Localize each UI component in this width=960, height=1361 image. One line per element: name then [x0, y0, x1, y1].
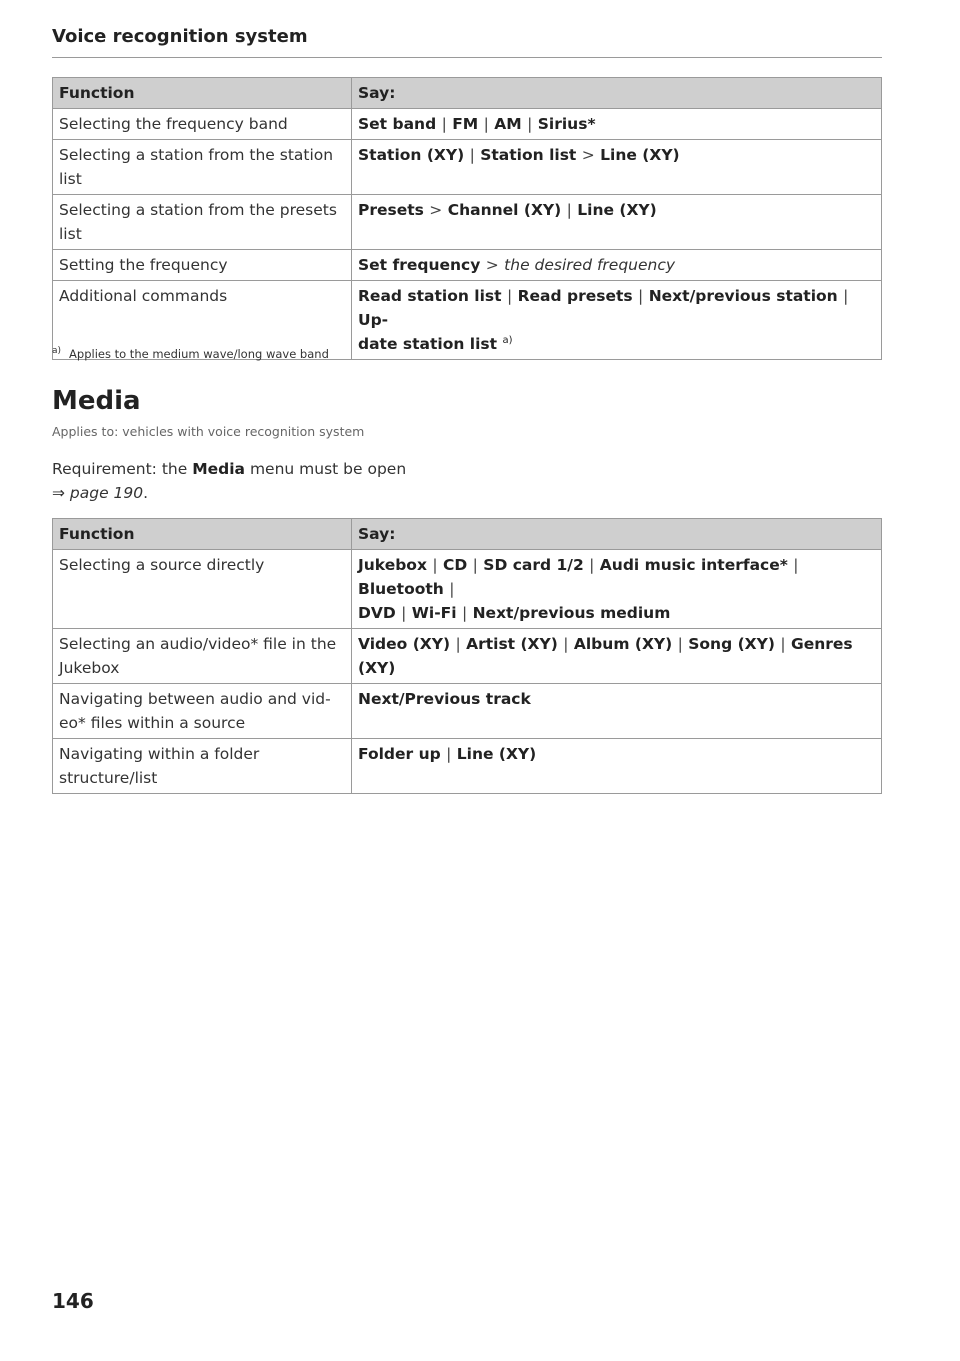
- command: Audi music interface*: [599, 556, 788, 574]
- requirement-suffix: menu must be open: [245, 460, 407, 478]
- separator: |: [677, 635, 683, 653]
- command: AM: [494, 115, 522, 133]
- command: Sirius*: [537, 115, 596, 133]
- table-row: [53, 684, 882, 739]
- command: Folder up: [358, 745, 441, 763]
- command: Station list: [480, 146, 577, 164]
- separator: |: [589, 556, 595, 574]
- page-reference-link[interactable]: ⇒ page 190: [52, 484, 144, 502]
- function-cell: Selecting an audio/video* file in the Jukebox: [53, 629, 352, 684]
- say-cell: [352, 195, 882, 250]
- separator: |: [780, 635, 786, 653]
- command: Video (XY): [358, 635, 451, 653]
- separator: |: [793, 556, 799, 574]
- separator: |: [446, 745, 452, 763]
- separator: |: [461, 604, 468, 622]
- command: Line (XY): [456, 745, 537, 763]
- separator: |: [401, 604, 407, 622]
- command: Up-: [358, 311, 389, 329]
- command: Set band: [358, 115, 437, 133]
- footnote-reference: a): [502, 334, 513, 346]
- function-cell: Additional commands: [53, 281, 352, 360]
- say-cell: [352, 629, 882, 684]
- command: Line (XY): [600, 146, 680, 164]
- say-cell: [352, 739, 882, 794]
- radio-commands-table: [52, 77, 882, 360]
- function-cell: Selecting a station from the station list: [53, 140, 352, 195]
- command: Read presets: [517, 287, 633, 305]
- applies-to-note: Applies to: vehicles with voice recognition system: [52, 424, 365, 439]
- table-header-row: [53, 78, 882, 109]
- table-row: [53, 629, 882, 684]
- page-number: 146: [52, 1289, 94, 1313]
- command: Line (XY): [577, 201, 657, 219]
- requirement-end: .: [143, 484, 149, 502]
- table-row: [53, 140, 882, 195]
- column-header-say: Say:: [352, 519, 882, 550]
- requirement-menu: Media: [192, 460, 246, 478]
- separator: |: [843, 287, 849, 305]
- command: Set frequency: [358, 256, 481, 274]
- command: Album (XY): [573, 635, 673, 653]
- command: Read station list: [358, 287, 502, 305]
- table-row: [53, 250, 882, 281]
- separator: |: [506, 287, 513, 305]
- function-cell: Selecting the frequency band: [53, 109, 352, 140]
- command: Presets: [358, 201, 424, 219]
- command: Genres (XY): [358, 635, 853, 677]
- command: Jukebox: [358, 556, 427, 574]
- table-row: [53, 739, 882, 794]
- say-cell: [352, 109, 882, 140]
- footnote-mark: a): [52, 346, 62, 356]
- command: Next/Previous track: [358, 690, 531, 708]
- media-commands-table: [52, 518, 882, 794]
- footnote-text: Applies to the medium wave/long wave band: [69, 346, 329, 361]
- table-row: [53, 195, 882, 250]
- table-header-row: [53, 519, 882, 550]
- say-cell: [352, 550, 882, 629]
- separator: |: [638, 287, 644, 305]
- command: Next/previous station: [648, 287, 838, 305]
- command: FM: [452, 115, 479, 133]
- function-cell: Navigating within a folder structure/list: [53, 739, 352, 794]
- say-cell: [352, 140, 882, 195]
- command: date station list: [358, 335, 498, 353]
- section-title: Media: [52, 386, 141, 416]
- separator: |: [563, 635, 569, 653]
- table-row: [53, 550, 882, 629]
- function-cell: Selecting a station from the presets list: [53, 195, 352, 250]
- requirement-text: [52, 457, 406, 505]
- table-row: [53, 109, 882, 140]
- section-header: Voice recognition system: [52, 26, 882, 58]
- separator: |: [432, 556, 438, 574]
- command-placeholder: the desired frequency: [504, 256, 676, 274]
- separator: |: [483, 115, 489, 133]
- say-cell: [352, 281, 882, 360]
- column-header-function: Function: [53, 519, 352, 550]
- command: DVD: [358, 604, 396, 622]
- arrow: >: [581, 146, 595, 164]
- command: CD: [443, 556, 468, 574]
- command: Station (XY): [358, 146, 465, 164]
- footnote: [52, 346, 329, 361]
- requirement-prefix: Requirement: the: [52, 460, 193, 478]
- column-header-function: Function: [53, 78, 352, 109]
- arrow: >: [429, 201, 443, 219]
- command: SD card 1/2: [483, 556, 584, 574]
- command: Wi-Fi: [411, 604, 457, 622]
- separator: |: [469, 146, 475, 164]
- separator: |: [441, 115, 447, 133]
- command: Song (XY): [688, 635, 775, 653]
- separator: |: [449, 580, 455, 598]
- separator: |: [566, 201, 572, 219]
- separator: |: [527, 115, 533, 133]
- function-cell: Navigating between audio and vid-eo* files within a source: [53, 684, 352, 739]
- command: Bluetooth: [358, 580, 444, 598]
- say-cell: [352, 250, 882, 281]
- function-cell: Selecting a source directly: [53, 550, 352, 629]
- column-header-say: Say:: [352, 78, 882, 109]
- command: Channel (XY): [447, 201, 562, 219]
- command: Artist (XY): [466, 635, 558, 653]
- command: Next/previous medium: [472, 604, 671, 622]
- arrow: >: [485, 256, 499, 274]
- say-cell: [352, 684, 882, 739]
- function-cell: Setting the frequency: [53, 250, 352, 281]
- separator: |: [472, 556, 478, 574]
- separator: |: [455, 635, 461, 653]
